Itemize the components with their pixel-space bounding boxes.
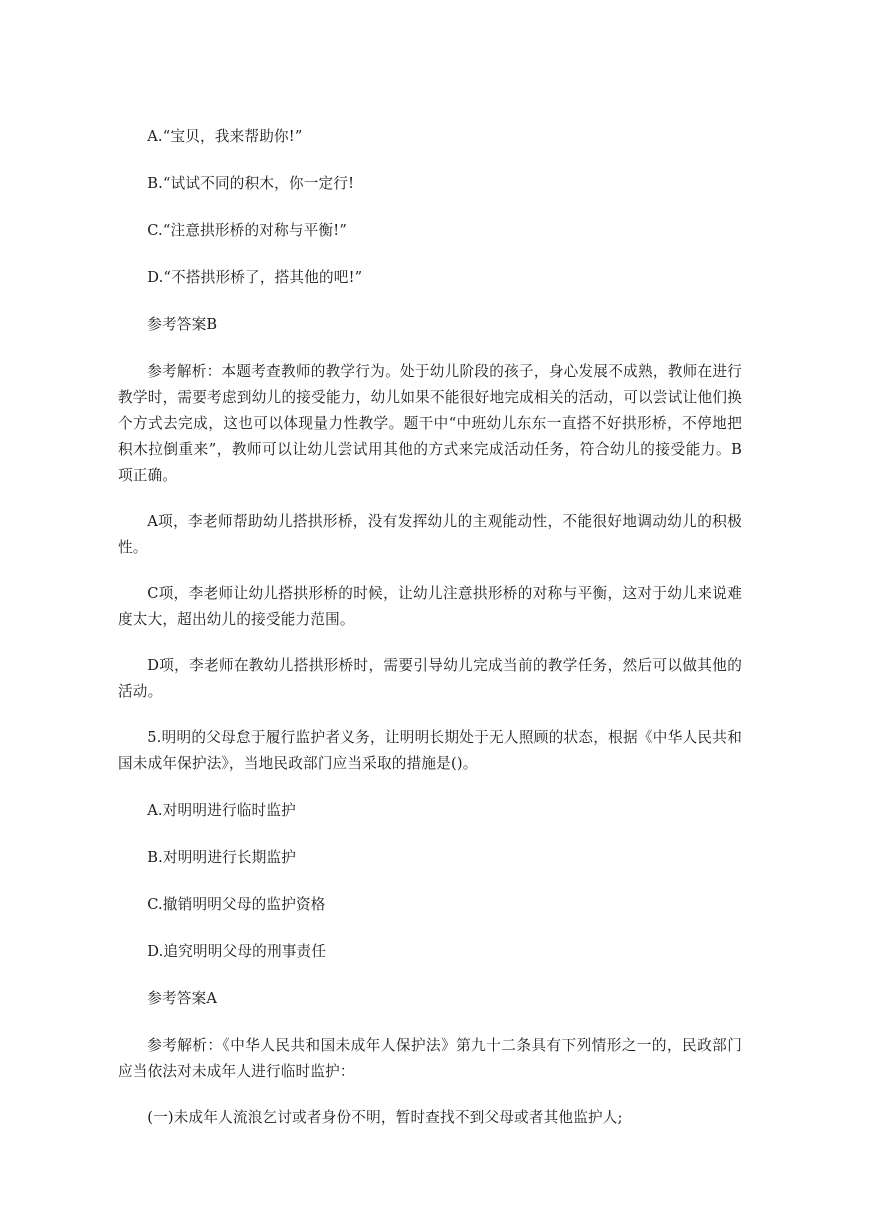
option-c-question-5: C.撤销明明父母的监护资格	[147, 896, 326, 913]
explanation-option-a: A项，李老师帮助幼儿搭拱形桥，没有发挥幼儿的主观能动性，不能很好地调动幼儿的积极性。	[118, 513, 742, 556]
option-b-first-question: B.“试试不同的积木，你一定行!	[147, 175, 355, 192]
option-b-question-5: B.对明明进行长期监护	[147, 849, 297, 866]
law-clause-1: (一)未成年人流浪乞讨或者身份不明，暂时查找不到父母或者其他监护人;	[147, 1109, 623, 1126]
option-d-question-5: D.追究明明父母的刑事责任	[147, 943, 327, 960]
explanation-option-d: D项，李老师在教幼儿搭拱形桥时，需要引导幼儿完成当前的教学任务，然后可以做其他的活动。	[118, 657, 742, 700]
explanation-first-question: 参考解析：本题考查教师的教学行为。处于幼儿阶段的孩子，身心发展不成熟，教师在进行教学时，需要考虑到幼儿的接受能力，幼儿如果不能很好地完成相关的活动，可以尝试让他们换个方式去完成，这也可以体现量力性教学。题干中“中班幼儿东东一直搭不好拱形桥，不停地把积木拉倒重来”，教师可以让幼儿尝试用其他的方式来完成活动任务，符合幼儿的接受能力。B项正确。	[118, 363, 742, 484]
explanation-question-5: 参考解析：《中华人民共和国未成年人保护法》第九十二条具有下列情形之一的，民政部门应当依法对未成年人进行临时监护：	[118, 1037, 742, 1080]
document-body	[118, 124, 742, 1131]
reference-answer-question-5: 参考答案A	[147, 990, 218, 1007]
option-a-question-5: A.对明明进行临时监护	[147, 802, 296, 819]
option-d-first-question: D.“不搭拱形桥了，搭其他的吧!”	[147, 269, 363, 286]
question-5: 5.明明的父母怠于履行监护者义务，让明明长期处于无人照顾的状态，根据《中华人民共和国未成年保护法》，当地民政部门应当采取的措施是()。	[118, 729, 742, 772]
option-c-first-question: C.“注意拱形桥的对称与平衡!”	[147, 222, 347, 239]
explanation-option-c: C项，李老师让幼儿搭拱形桥的时候，让幼儿注意拱形桥的对称与平衡，这对于幼儿来说难度太大，超出幼儿的接受能力范围。	[118, 585, 742, 628]
reference-answer-first-question: 参考答案B	[147, 316, 218, 333]
option-a-first-question: A.“宝贝，我来帮助你!”	[147, 128, 303, 145]
